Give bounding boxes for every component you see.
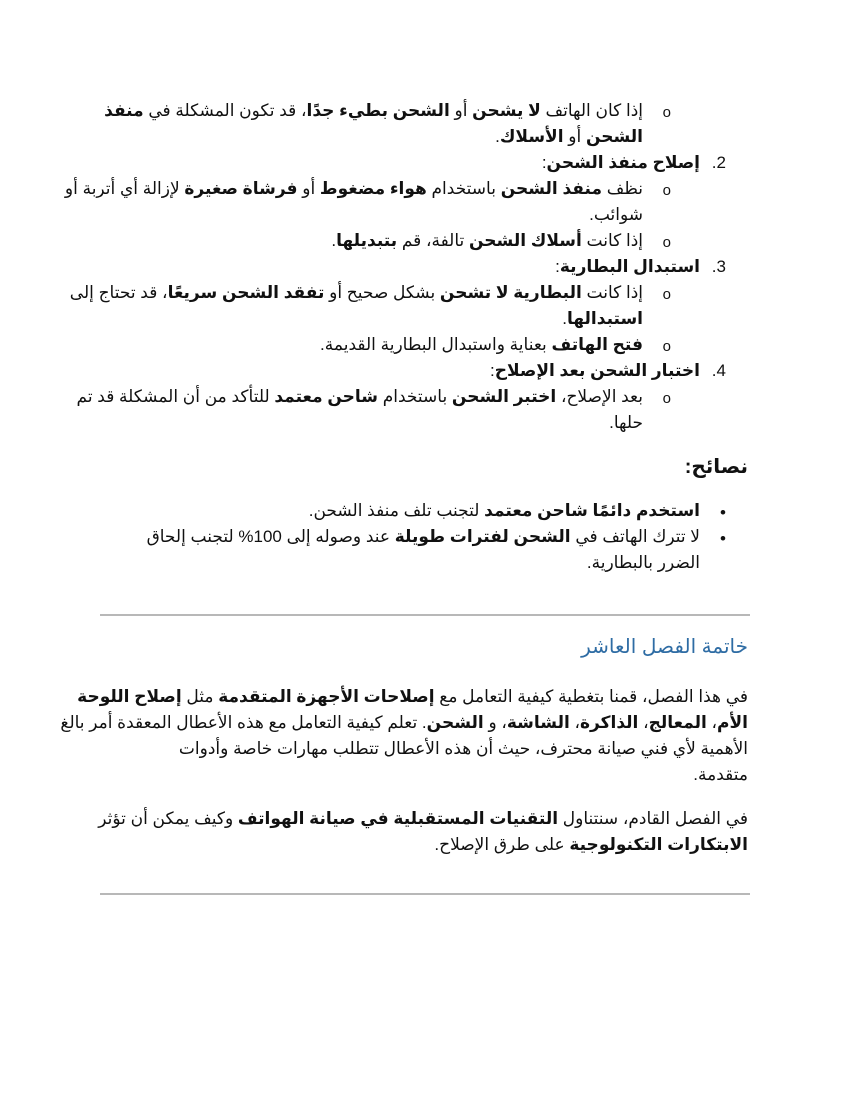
text-run: إذا كانت xyxy=(581,283,643,302)
bold-run: الشحن xyxy=(426,713,484,732)
text-run: ، xyxy=(706,713,718,732)
bold-run: البطارية لا تشحن xyxy=(439,283,582,302)
sub-item-text xyxy=(65,176,643,202)
step-title xyxy=(542,150,700,176)
sub-item-text xyxy=(331,228,643,254)
sub-bullet: o xyxy=(662,104,671,121)
text-run: إذا كانت xyxy=(581,231,643,250)
bold-run: فتح الهاتف xyxy=(551,335,643,354)
text-run: : xyxy=(490,361,495,380)
text-run: باستخدام xyxy=(378,387,452,406)
step-number: 3. xyxy=(711,257,726,276)
bold-run: اختبر الشحن xyxy=(451,387,557,406)
bold-run: لا يشحن xyxy=(472,101,541,120)
step-number: 4. xyxy=(711,361,726,380)
bold-run: إصلاح منفذ الشحن xyxy=(546,153,700,172)
bold-run: منفذ الشحن xyxy=(500,179,602,198)
text-run: ، قد تحتاج إلى xyxy=(69,283,168,302)
bold-run: الشحن لفترات طويلة xyxy=(394,527,571,546)
paragraph-line: الأهمية لأي فني صيانة محترف، حيث أن هذه الأعطال تتطلب مهارات خاصة وأدوات xyxy=(178,739,748,758)
text-run: ، xyxy=(638,713,649,732)
text-run: تالفة، قم xyxy=(397,231,469,250)
text-run: بعناية واستبدال البطارية القديمة. xyxy=(320,335,552,354)
sub-item-text xyxy=(495,124,643,150)
bold-run: اختبار الشحن بعد الإصلاح xyxy=(494,361,700,380)
text-run: . xyxy=(562,309,567,328)
bold-run: الابتكارات التكنولوجية xyxy=(569,835,748,854)
bold-run: استبدالها xyxy=(566,309,643,328)
sub-item-text xyxy=(320,332,643,358)
text-run: أو xyxy=(449,101,473,120)
text-run: . xyxy=(331,231,337,250)
section-title: خاتمة الفصل العاشر xyxy=(581,636,748,658)
paragraph-line xyxy=(77,684,748,710)
text-run: ، xyxy=(569,713,581,732)
text-run: إذا كان الهاتف xyxy=(540,101,643,120)
text-run: مثل xyxy=(181,687,219,706)
bold-run: منفذ xyxy=(104,101,144,120)
horizontal-rule xyxy=(100,614,750,616)
text-run: : xyxy=(541,153,547,172)
step-title xyxy=(490,358,700,384)
text-run: . xyxy=(495,127,500,146)
bold-run: الشاشة xyxy=(506,713,570,732)
sub-item-text xyxy=(104,98,643,124)
text-run: بعد الإصلاح، xyxy=(556,387,643,406)
tip-bullet: • xyxy=(720,503,726,522)
sub-bullet: o xyxy=(662,286,671,303)
step-number: 2. xyxy=(711,153,726,172)
bold-run: الشحن xyxy=(585,127,643,146)
bold-run: المعالج xyxy=(648,713,707,732)
horizontal-rule xyxy=(100,893,750,895)
sub-bullet: o xyxy=(662,390,671,407)
step-title xyxy=(555,254,700,280)
bold-run: استبدال البطارية xyxy=(559,257,700,276)
bold-run: الشحن بطيء جدًا xyxy=(306,101,450,120)
text-run: نظف xyxy=(602,179,643,198)
sub-bullet: o xyxy=(662,338,671,355)
tip-text: الضرر بالبطارية. xyxy=(586,553,700,572)
tips-heading: نصائح: xyxy=(684,456,748,478)
text-run: ، و xyxy=(483,713,507,732)
text-run: . تعلم كيفية التعامل مع هذه الأعطال المعقدة أمر بالغ xyxy=(60,713,427,732)
bold-run: تفقد الشحن سريعًا xyxy=(167,283,325,302)
text-run: للتأكد من أن المشكلة قد تم xyxy=(76,387,275,406)
paragraph-line: متقدمة. xyxy=(693,765,748,784)
bold-run: هواء مضغوط xyxy=(319,179,427,198)
sub-item-text: حلها. xyxy=(609,413,643,432)
sub-item-text xyxy=(77,384,644,410)
text-run: أو xyxy=(563,127,586,146)
text-run: بشكل صحيح أو xyxy=(324,283,440,302)
bold-run: استخدم دائمًا شاحن معتمد xyxy=(484,501,700,520)
tip-bullet: • xyxy=(720,529,726,548)
text-run: لإزالة أي أتربة أو xyxy=(64,179,185,198)
bold-run: أسلاك الشحن xyxy=(469,231,582,250)
bold-run: إصلاحات الأجهزة المتقدمة xyxy=(218,687,435,706)
sub-item-text: شوائب. xyxy=(589,205,643,224)
paragraph-line xyxy=(434,832,748,858)
bold-run: إصلاح اللوحة xyxy=(77,687,182,706)
bold-run: الذاكرة xyxy=(580,713,639,732)
bold-run: شاحن معتمد xyxy=(274,387,379,406)
text-run: لتجنب تلف منفذ الشحن. xyxy=(308,501,485,520)
text-run: : xyxy=(555,257,560,276)
text-run: ، قد تكون المشكلة في xyxy=(143,101,307,120)
paragraph-line xyxy=(98,806,748,832)
text-run: أو xyxy=(297,179,320,198)
bold-run: التقنيات المستقبلية في صيانة الهواتف xyxy=(237,809,559,828)
sub-bullet: o xyxy=(662,182,671,199)
bold-run: الأم xyxy=(717,713,748,732)
text-run: باستخدام xyxy=(426,179,501,198)
text-run: عند وصوله إلى 100% لتجنب إلحاق xyxy=(146,527,395,546)
sub-item-text xyxy=(562,306,643,332)
tip-text xyxy=(309,498,700,524)
text-run: في هذا الفصل، قمنا بتغطية كيفية التعامل مع xyxy=(434,687,748,706)
sub-bullet: o xyxy=(662,234,671,251)
text-run: لا تترك الهاتف في xyxy=(570,527,700,546)
bold-run: الأسلاك xyxy=(499,127,564,146)
tip-text xyxy=(147,524,700,550)
text-run: في الفصل القادم، سنتناول xyxy=(558,809,748,828)
text-run: على طرق الإصلاح. xyxy=(434,835,570,854)
bold-run: بتبديلها xyxy=(336,231,398,250)
text-run: وكيف يمكن أن تؤثر xyxy=(98,809,238,828)
sub-item-text xyxy=(70,280,643,306)
paragraph-line xyxy=(60,710,748,736)
bold-run: فرشاة صغيرة xyxy=(184,179,298,198)
